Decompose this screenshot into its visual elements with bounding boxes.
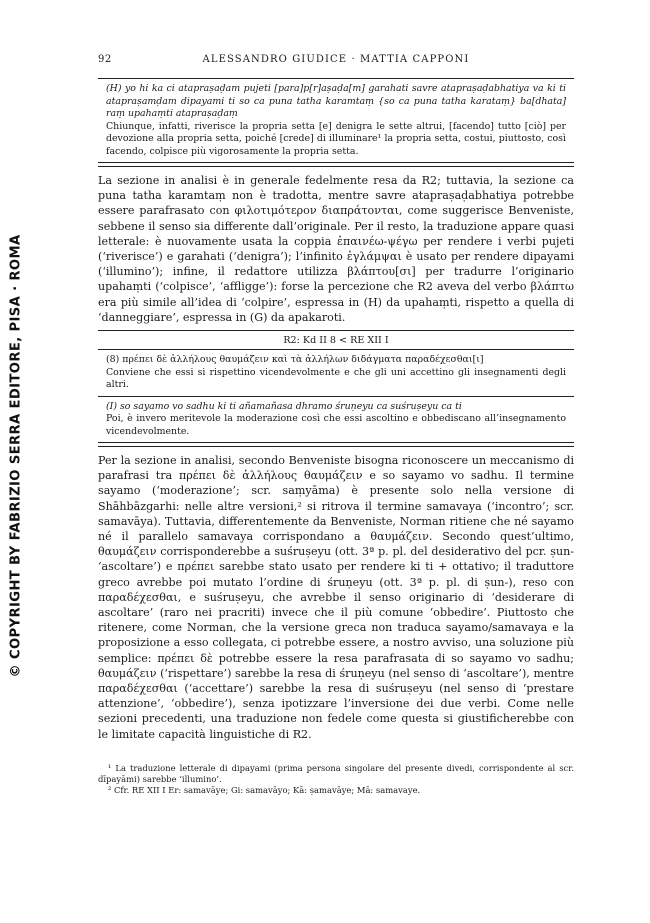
excerpt-box-8: [98, 350, 574, 396]
page-content: [98, 78, 574, 797]
footnotes: [98, 763, 574, 797]
table-caption: R2: Kd II 8 < RE XII I: [283, 335, 389, 347]
excerpt-box-h: [98, 79, 574, 162]
excerpt-h-translation: Chiunque, infatti, riverisce la propria setta [e] denigra le sette altrui, [facendo] tutto [ciò] per devozione alla propria setta, poiché [crede] di illuminare¹ la propria setta, costui, piuttosto, così facendo, colpisce più vigorosamente la propria setta.: [106, 120, 566, 157]
copyright-text: © COPYRIGHT BY FABRIZIO SERRA EDITORE, PISA · ROMA: [8, 234, 24, 678]
footnote-2: ² Cfr. RE XII I Er: samavāye; Gi: samavāyo; Kā: ṣamavāye; Mā: samavaye.: [108, 785, 421, 796]
excerpt-h-original: (H) yo hi ka ci atapraṣaḍam pujeti [para]p[r]aṣaḍa[m] garahati savre atapraṣaḍabhatiya va ki ti atapraṣamḍam dipayami ti so ca puna tatha karamtaṃ {so ca puna tatha karataṃ} ba[dhata] raṃ upahaṃti atapraṣaḍaṃ: [106, 83, 566, 119]
excerpt-8-translation: Conviene che essi si rispettino vicendevolmente e che gli uni accettino gli insegnamenti degli altri.: [106, 366, 566, 391]
excerpt-i-original: (I) so sayamo vo sadhu ki ti añamañasa dhramo śruṇeyu ca suśruṣeyu ca ti: [106, 400, 462, 412]
excerpt-box-i: [98, 397, 574, 443]
running-head: ALESSANDRO GIUDICE · MATTIA CAPPONI: [202, 54, 470, 65]
page-header: [98, 52, 574, 68]
paragraph-1: La sezione in analisi è in generale fedelmente resa da R2; tuttavia, la sezione ca puna tatha karamtaṃ non è tradotta, mentre savre atapraṣaḍabhatiya potrebbe essere parafrasato con φιλοτιμότερον διαπράτονται, come suggerisce Benveniste, sebbene il senso sia differente dall’originale. Per il resto, la traduzione appare quasi letterale: è nuovamente usata la coppia ἐπαινέω-ψέγω per rendere i verbi pujeti (‘riverisce’) e garahati (‘denigra’); l’infinito ἐγλάμψαι è usato per rendere dipayami (‘illumino’); infine, il redattore utilizza βλάπτου[σι] per tradurre l’originario upahaṃti (‘colpisce’, ‘affligge’): forse la percezione che R2 aveva del verbo βλάπτω era più simile all’idea di ‘colpire’, espressa in (H) da upahaṃti, rispetto a quella di ‘danneggiare’, espressa in (G) da apakaroti.: [98, 174, 574, 324]
page-number: 92: [98, 54, 112, 65]
footnote-1: ¹ La traduzione letterale di dipayami (prima persona singolare del presente divedi, corrispondente al scr. dīpayāmi) sarebbe ‘illumino’.: [98, 762, 574, 785]
copyright-sidebar: [6, 226, 26, 686]
excerpt-i-translation: Poi, è invero meritevole la moderazione così che essi ascoltino e obbediscano all’insegnamento vicendevolmente.: [106, 413, 566, 437]
excerpt-8-greek: (8) πρέπει δὲ ἀλλήλους θαυμάζειν καὶ τὰ ἀλλήλων διδάγματα παραδέχεσθαι[ι]: [106, 354, 484, 366]
paragraph-2: Per la sezione in analisi, secondo Benveniste bisogna riconoscere un meccanismo di parafrasi tra πρέπει δὲ ἀλλήλους θαυμάζειν e so sayamo vo sadhu. Il termine sayamo (‘moderazione’; scr. saṃyāma) è presente solo nella versione di Shāhbāzgarhi: nelle altre versioni,² si ritrova il termine samavaya (‘incontro’; scr. samavāya). Tuttavia, differentemente da Benveniste, Norman ritiene che né sayamo né il parallelo samavaya corrispondano a θαυμάζειν. Secondo quest’ultimo, θαυμάζειν corrisponderebbe a suśruṣeyu (ott. 3ª p. pl. del desiderativo del pcr. ṣun- ‘ascoltare’) e πρέπει sarebbe stato usato per rendere ki ti + ottativo; il traduttore greco avrebbe poi mutato l’ordine di śruṇeyu (ott. 3ª p. pl. di ṣun-), reso con παραδέχεσθαι, e suśruṣeyu, che avrebbe il senso originario di ‘desiderare di ascoltare’ (raro nei pracriti) invece che il più comune ‘obbedire’. Piuttosto che ritenere, come Norman, che la versione greca non traduca sayamo/samavaya e la proposizione a esso collegata, ci potrebbe essere, a nostro avviso, una soluzione più semplice: πρέπει δὲ potrebbe essere la resa parafrasata di so sayamo vo sadhu; θαυμάζειν (‘rispettare’) sarebbe la resa di śruṇeyu (nel senso di ‘ascoltare’), mentre παραδέχεσθαι (‘accettare’) sarebbe la resa di suśruṣeyu (nel senso di ‘prestare attenzione’, ‘obbedire’), senza ipotizzare l’inversione dei due verbi. Come nelle sezioni precedenti, una traduzione non fedele come questa si giustificherebbe con le limitate capacità linguistiche di R2.: [98, 454, 574, 741]
